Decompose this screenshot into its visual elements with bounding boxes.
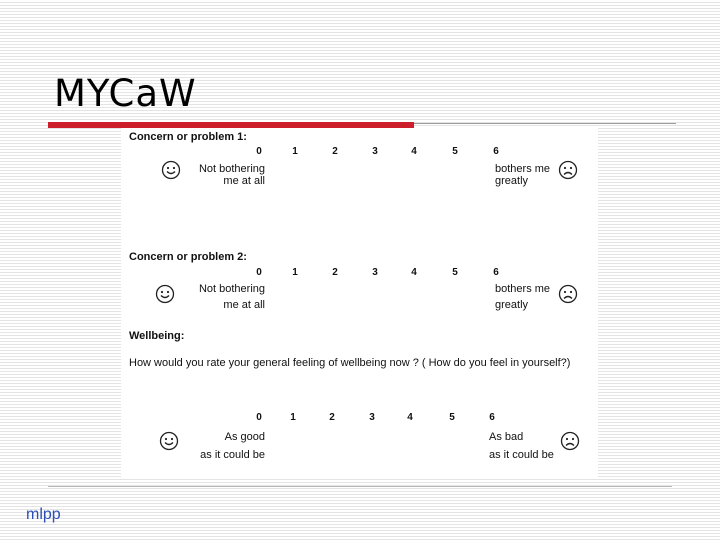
sad-face-icon xyxy=(558,284,578,304)
wellbeing-heading: Wellbeing: xyxy=(129,330,185,342)
concern1-scale-2: 2 xyxy=(332,146,338,157)
concern2-right-line1: bothers me xyxy=(495,283,551,295)
concern2-scale-5: 5 xyxy=(452,267,458,278)
wellbeing-scale-1: 1 xyxy=(290,412,296,423)
wellbeing-scale-3: 3 xyxy=(369,412,375,423)
wellbeing-scale-5: 5 xyxy=(449,412,455,423)
sad-face-icon xyxy=(560,431,580,451)
mycaw-form-image xyxy=(121,128,598,478)
footer-text: mlpp xyxy=(26,506,61,523)
concern1-scale-1: 1 xyxy=(292,146,298,157)
concern1-right-line2: greatly xyxy=(495,175,529,187)
concern2-left-line1: Not bothering xyxy=(198,283,265,295)
wellbeing-right-line1: As bad xyxy=(489,431,524,443)
wellbeing-scale-0: 0 xyxy=(256,412,262,423)
concern1-scale-0: 0 xyxy=(256,146,262,157)
wellbeing-right-line2: as it could be xyxy=(489,449,554,461)
sad-face-icon xyxy=(558,160,578,180)
concern2-scale-3: 3 xyxy=(372,267,378,278)
concern1-right-line1: bothers me xyxy=(495,163,551,175)
wellbeing-scale-2: 2 xyxy=(329,412,335,423)
title-underline-gray xyxy=(414,123,676,124)
footer-divider xyxy=(48,486,672,487)
wellbeing-scale-6: 6 xyxy=(489,412,495,423)
concern1-scale-6: 6 xyxy=(493,146,499,157)
concern2-scale-4: 4 xyxy=(411,267,417,278)
wellbeing-left-line2: as it could be xyxy=(200,449,265,461)
concern2-scale-6: 6 xyxy=(493,267,499,278)
concern1-scale-5: 5 xyxy=(452,146,458,157)
wellbeing-question: How would you rate your general feeling of wellbeing now ? ( How do you feel in yourself?) xyxy=(129,357,571,369)
wellbeing-left-line1: As good xyxy=(224,431,265,443)
concern2-scale-0: 0 xyxy=(256,267,262,278)
concern2-right-line2: greatly xyxy=(495,299,529,311)
concern1-left-line2: me at all xyxy=(223,175,265,187)
concern2-scale-1: 1 xyxy=(292,267,298,278)
concern2-scale-2: 2 xyxy=(332,267,338,278)
slide-title: MYCaW xyxy=(54,72,197,115)
concern1-scale-3: 3 xyxy=(372,146,378,157)
concern2-heading: Concern or problem 2: xyxy=(129,251,247,263)
concern1-left-line1: Not bothering xyxy=(198,163,265,175)
concern1-scale-4: 4 xyxy=(411,146,417,157)
wellbeing-scale-4: 4 xyxy=(407,412,413,423)
concern1-heading: Concern or problem 1: xyxy=(129,131,247,143)
concern2-left-line2: me at all xyxy=(223,299,265,311)
